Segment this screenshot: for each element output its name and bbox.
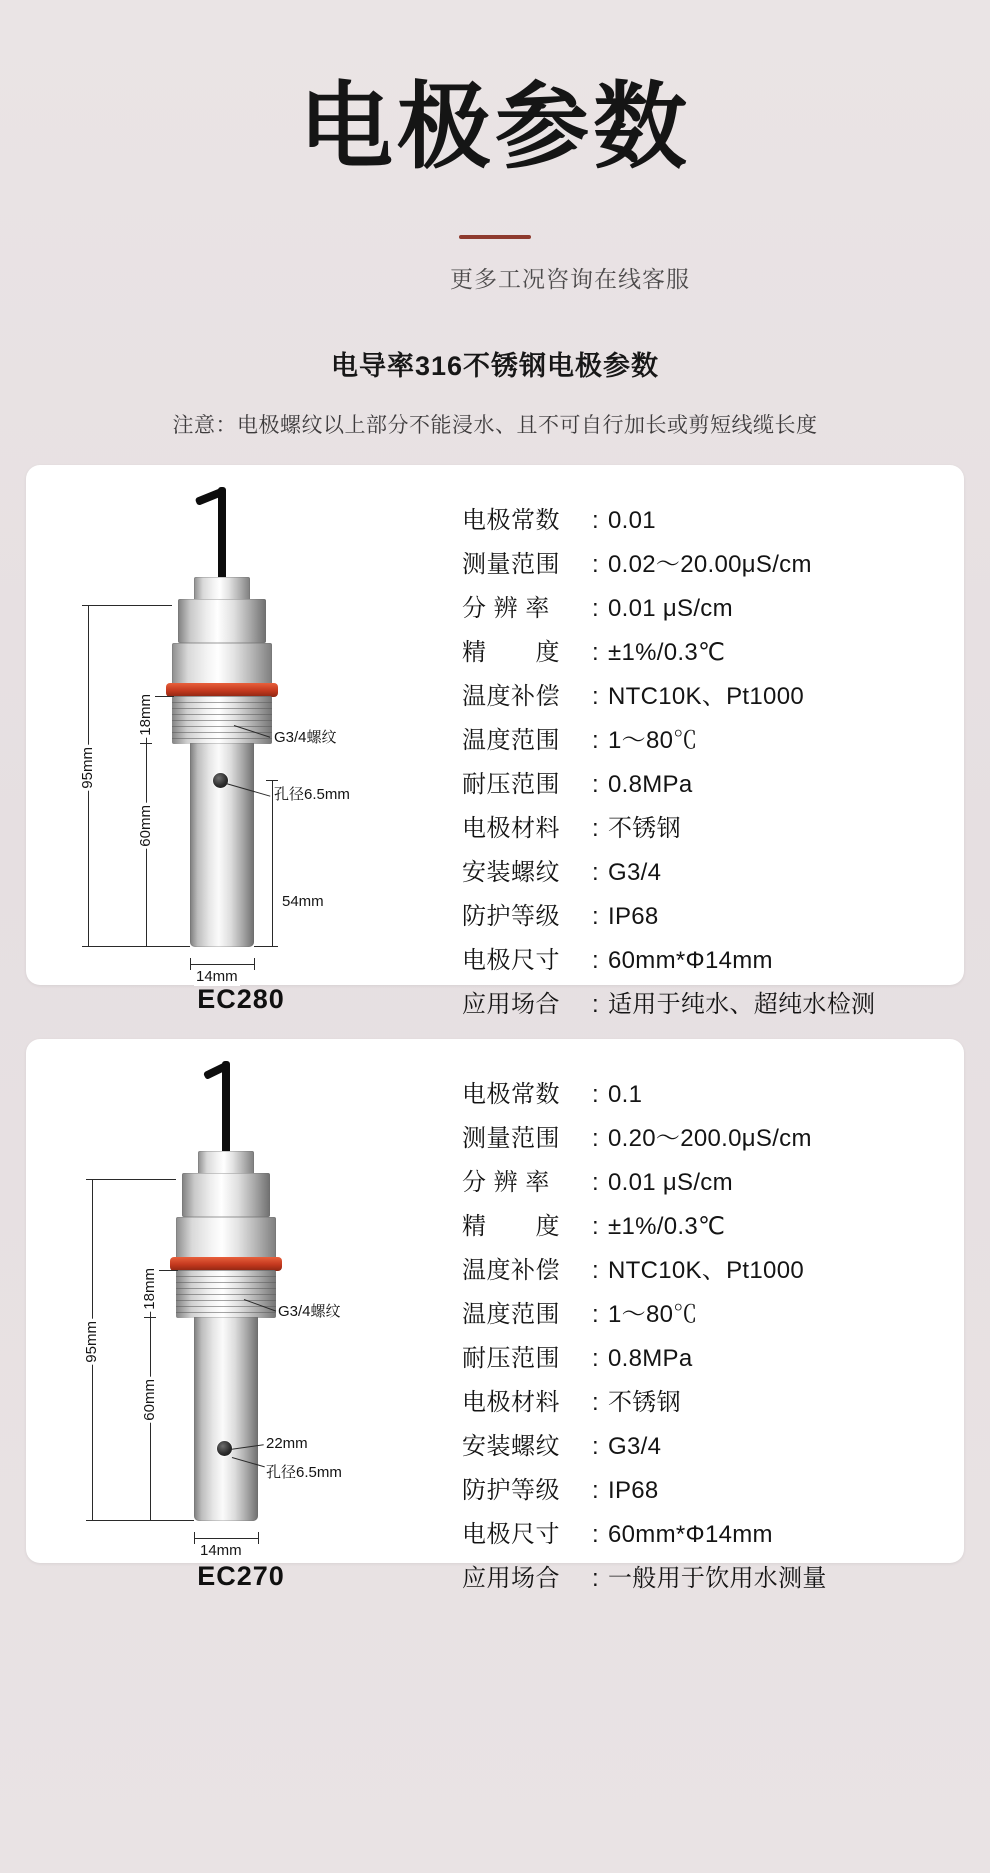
spec-colon: : (592, 1520, 599, 1548)
spec-value: NTC10K、Pt1000 (608, 682, 804, 710)
spec-colon: : (592, 506, 599, 534)
spec-value: 0.02～20.00μS/cm (608, 550, 812, 578)
spec-row (462, 1432, 964, 1460)
spec-row (462, 1124, 964, 1152)
spec-value: G3/4 (608, 1432, 662, 1460)
dim-label-thread-length: 18mm (141, 1267, 158, 1310)
spec-colon: : (592, 858, 599, 886)
dim-label-barrel-length: 60mm (137, 804, 154, 847)
spec-value: 不锈钢 (608, 1388, 681, 1416)
spec-value: 0.20～200.0μS/cm (608, 1124, 812, 1152)
spec-colon: : (592, 1476, 599, 1504)
spec-value: 1～80℃ (608, 726, 698, 754)
spec-colon: : (592, 1256, 599, 1284)
spec-label: 分 辨 率 (462, 1168, 550, 1196)
spec-value: 1～80℃ (608, 1300, 698, 1328)
spec-row (462, 1256, 964, 1284)
spec-label: 防护等级 (462, 902, 560, 930)
hex-nut-upper (178, 599, 266, 643)
spec-row (462, 858, 964, 886)
callout-hole-diameter: 孔径6.5mm (274, 785, 350, 803)
spec-row (462, 990, 964, 1018)
sensing-hole (213, 773, 228, 788)
spec-label: 安装螺纹 (462, 1432, 560, 1460)
dim-60mm-tick-top (140, 743, 152, 744)
spec-label: 应用场合 (462, 1564, 560, 1592)
spec-label: 测量范围 (462, 1124, 560, 1152)
dim-label-overall-length: 95mm (79, 746, 96, 789)
spec-label: 温度范围 (462, 726, 560, 754)
spec-row (462, 1564, 964, 1592)
spec-value: NTC10K、Pt1000 (608, 1256, 804, 1284)
spec-row (462, 726, 964, 754)
callout-hole-diameter: 孔径6.5mm (266, 1463, 342, 1481)
spec-value: IP68 (608, 902, 659, 930)
spec-row (462, 638, 964, 666)
spec-row (462, 1388, 964, 1416)
spec-row (462, 1344, 964, 1372)
spec-card-ec280 (26, 465, 964, 1018)
spec-row (462, 594, 964, 622)
spec-label: 耐压范围 (462, 1344, 560, 1372)
spec-colon: : (592, 1300, 599, 1328)
spec-colon: : (592, 1344, 599, 1372)
o-ring (170, 1257, 282, 1271)
spec-row (462, 506, 964, 534)
spec-label: 测量范围 (462, 550, 560, 578)
spec-row (462, 1212, 964, 1240)
drawing-area-ec270 (26, 1061, 456, 1591)
spec-colon: : (592, 594, 599, 622)
spec-colon: : (592, 550, 599, 578)
spec-label: 温度补偿 (462, 682, 560, 710)
spec-label: 精 度 (462, 638, 560, 666)
spec-value: 60mm*Φ14mm (608, 946, 773, 974)
callout-hole-position: 22mm (266, 1434, 308, 1452)
spec-row (462, 1476, 964, 1504)
spec-colon: : (592, 1124, 599, 1152)
spec-label: 安装螺纹 (462, 858, 560, 886)
dim-54mm-tick-top (266, 780, 278, 781)
spec-value: 0.01 μS/cm (608, 1168, 733, 1196)
spec-row (462, 1168, 964, 1196)
spec-label: 温度补偿 (462, 1256, 560, 1284)
spec-value: 一般用于饮用水测量 (608, 1564, 827, 1592)
probe-drawing-ec280 (26, 487, 456, 1014)
spec-label: 应用场合 (462, 990, 560, 1018)
dim-label-barrel-diameter: 14mm (196, 967, 238, 985)
probe-drawing-ec270 (26, 1061, 456, 1591)
spec-colon: : (592, 1080, 599, 1108)
spec-value: IP68 (608, 1476, 659, 1504)
spec-label: 电极常数 (462, 1080, 560, 1108)
spec-label: 电极材料 (462, 814, 560, 842)
spec-row (462, 1080, 964, 1108)
spec-colon: : (592, 1212, 599, 1240)
spec-colon: : (592, 682, 599, 710)
dim-14mm-tick-left (194, 1532, 195, 1544)
spec-label: 温度范围 (462, 1300, 560, 1328)
dim-label-thread-length: 18mm (137, 693, 154, 736)
spec-colon: : (592, 814, 599, 842)
section-title: 电导率316不锈钢电极参数 (330, 350, 660, 381)
spec-row (462, 682, 964, 710)
spec-label: 电极常数 (462, 506, 560, 534)
spec-list-ec280 (456, 487, 964, 1018)
cable-gland (194, 577, 250, 601)
dim-54mm-ext-bottom (254, 946, 274, 947)
spec-row (462, 946, 964, 974)
spec-label: 分 辨 率 (462, 594, 550, 622)
spec-label: 电极材料 (462, 1388, 560, 1416)
spec-value: ±1%/0.3℃ (608, 638, 726, 666)
hex-nut-upper (182, 1173, 270, 1217)
spec-row (462, 770, 964, 798)
callout-thread-spec: G3/4螺纹 (274, 728, 337, 746)
dim-95mm-ext-top (92, 1179, 176, 1180)
dim-14mm-tick-right (254, 958, 255, 970)
dim-14mm-tick-right (258, 1532, 259, 1544)
spec-card-ec270 (26, 1039, 964, 1592)
dim-14mm-line (190, 964, 254, 965)
spec-colon: : (592, 1168, 599, 1196)
cable (222, 1061, 230, 1157)
spec-value: 0.8MPa (608, 1344, 693, 1372)
spec-label: 耐压范围 (462, 770, 560, 798)
hex-nut-lower (172, 643, 272, 685)
thread-section (172, 696, 272, 744)
page-title: 电极参数 (298, 74, 691, 179)
spec-colon: : (592, 638, 599, 666)
dim-label-barrel-length: 60mm (141, 1378, 158, 1421)
probe-barrel (194, 1317, 258, 1521)
spec-colon: : (592, 726, 599, 754)
header-subtitle: 更多工况咨询在线客服 (450, 265, 690, 292)
cable (218, 487, 226, 583)
title-divider (459, 235, 531, 239)
thread-section (176, 1270, 276, 1318)
spec-colon: : (592, 1564, 599, 1592)
spec-value: G3/4 (608, 858, 662, 886)
spec-value: 0.01 μS/cm (608, 594, 733, 622)
spec-label: 精 度 (462, 1212, 560, 1240)
hex-nut-lower (176, 1217, 276, 1259)
spec-label: 电极尺寸 (462, 946, 560, 974)
dim-60mm-ext-bottom (150, 1520, 194, 1521)
spec-row (462, 902, 964, 930)
spec-colon: : (592, 990, 599, 1018)
spec-value: ±1%/0.3℃ (608, 1212, 726, 1240)
dim-95mm-ext-top (88, 605, 172, 606)
spec-value: 不锈钢 (608, 814, 681, 842)
dim-14mm-tick-left (190, 958, 191, 970)
drawing-area-ec280 (26, 487, 456, 1014)
spec-colon: : (592, 946, 599, 974)
spec-row (462, 550, 964, 578)
spec-row (462, 1520, 964, 1548)
spec-value: 适用于纯水、超纯水检测 (608, 990, 876, 1018)
model-name-ec270: EC270 (197, 1560, 285, 1591)
dim-label-hole-position: 54mm (282, 892, 324, 910)
spec-list-ec270 (456, 1061, 964, 1592)
spec-value: 0.01 (608, 506, 656, 534)
spec-value: 0.1 (608, 1080, 643, 1108)
callout-thread-spec: G3/4螺纹 (278, 1302, 341, 1320)
spec-colon: : (592, 902, 599, 930)
cable-gland (198, 1151, 254, 1175)
spec-row (462, 1300, 964, 1328)
dim-label-barrel-diameter: 14mm (200, 1541, 242, 1559)
model-name-ec280: EC280 (197, 983, 285, 1014)
spec-row (462, 814, 964, 842)
spec-label: 防护等级 (462, 1476, 560, 1504)
dim-60mm-ext-bottom (146, 946, 190, 947)
spec-value: 0.8MPa (608, 770, 693, 798)
section-note: 注意：电极螺纹以上部分不能浸水、且不可自行加长或剪短线缆长度 (172, 413, 818, 437)
dim-54mm-line (272, 780, 273, 946)
o-ring (166, 683, 278, 697)
dim-14mm-line (194, 1538, 258, 1539)
spec-colon: : (592, 770, 599, 798)
dim-label-overall-length: 95mm (83, 1320, 100, 1363)
spec-colon: : (592, 1432, 599, 1460)
spec-colon: : (592, 1388, 599, 1416)
dim-60mm-tick-top (144, 1317, 156, 1318)
spec-label: 电极尺寸 (462, 1520, 560, 1548)
spec-value: 60mm*Φ14mm (608, 1520, 773, 1548)
